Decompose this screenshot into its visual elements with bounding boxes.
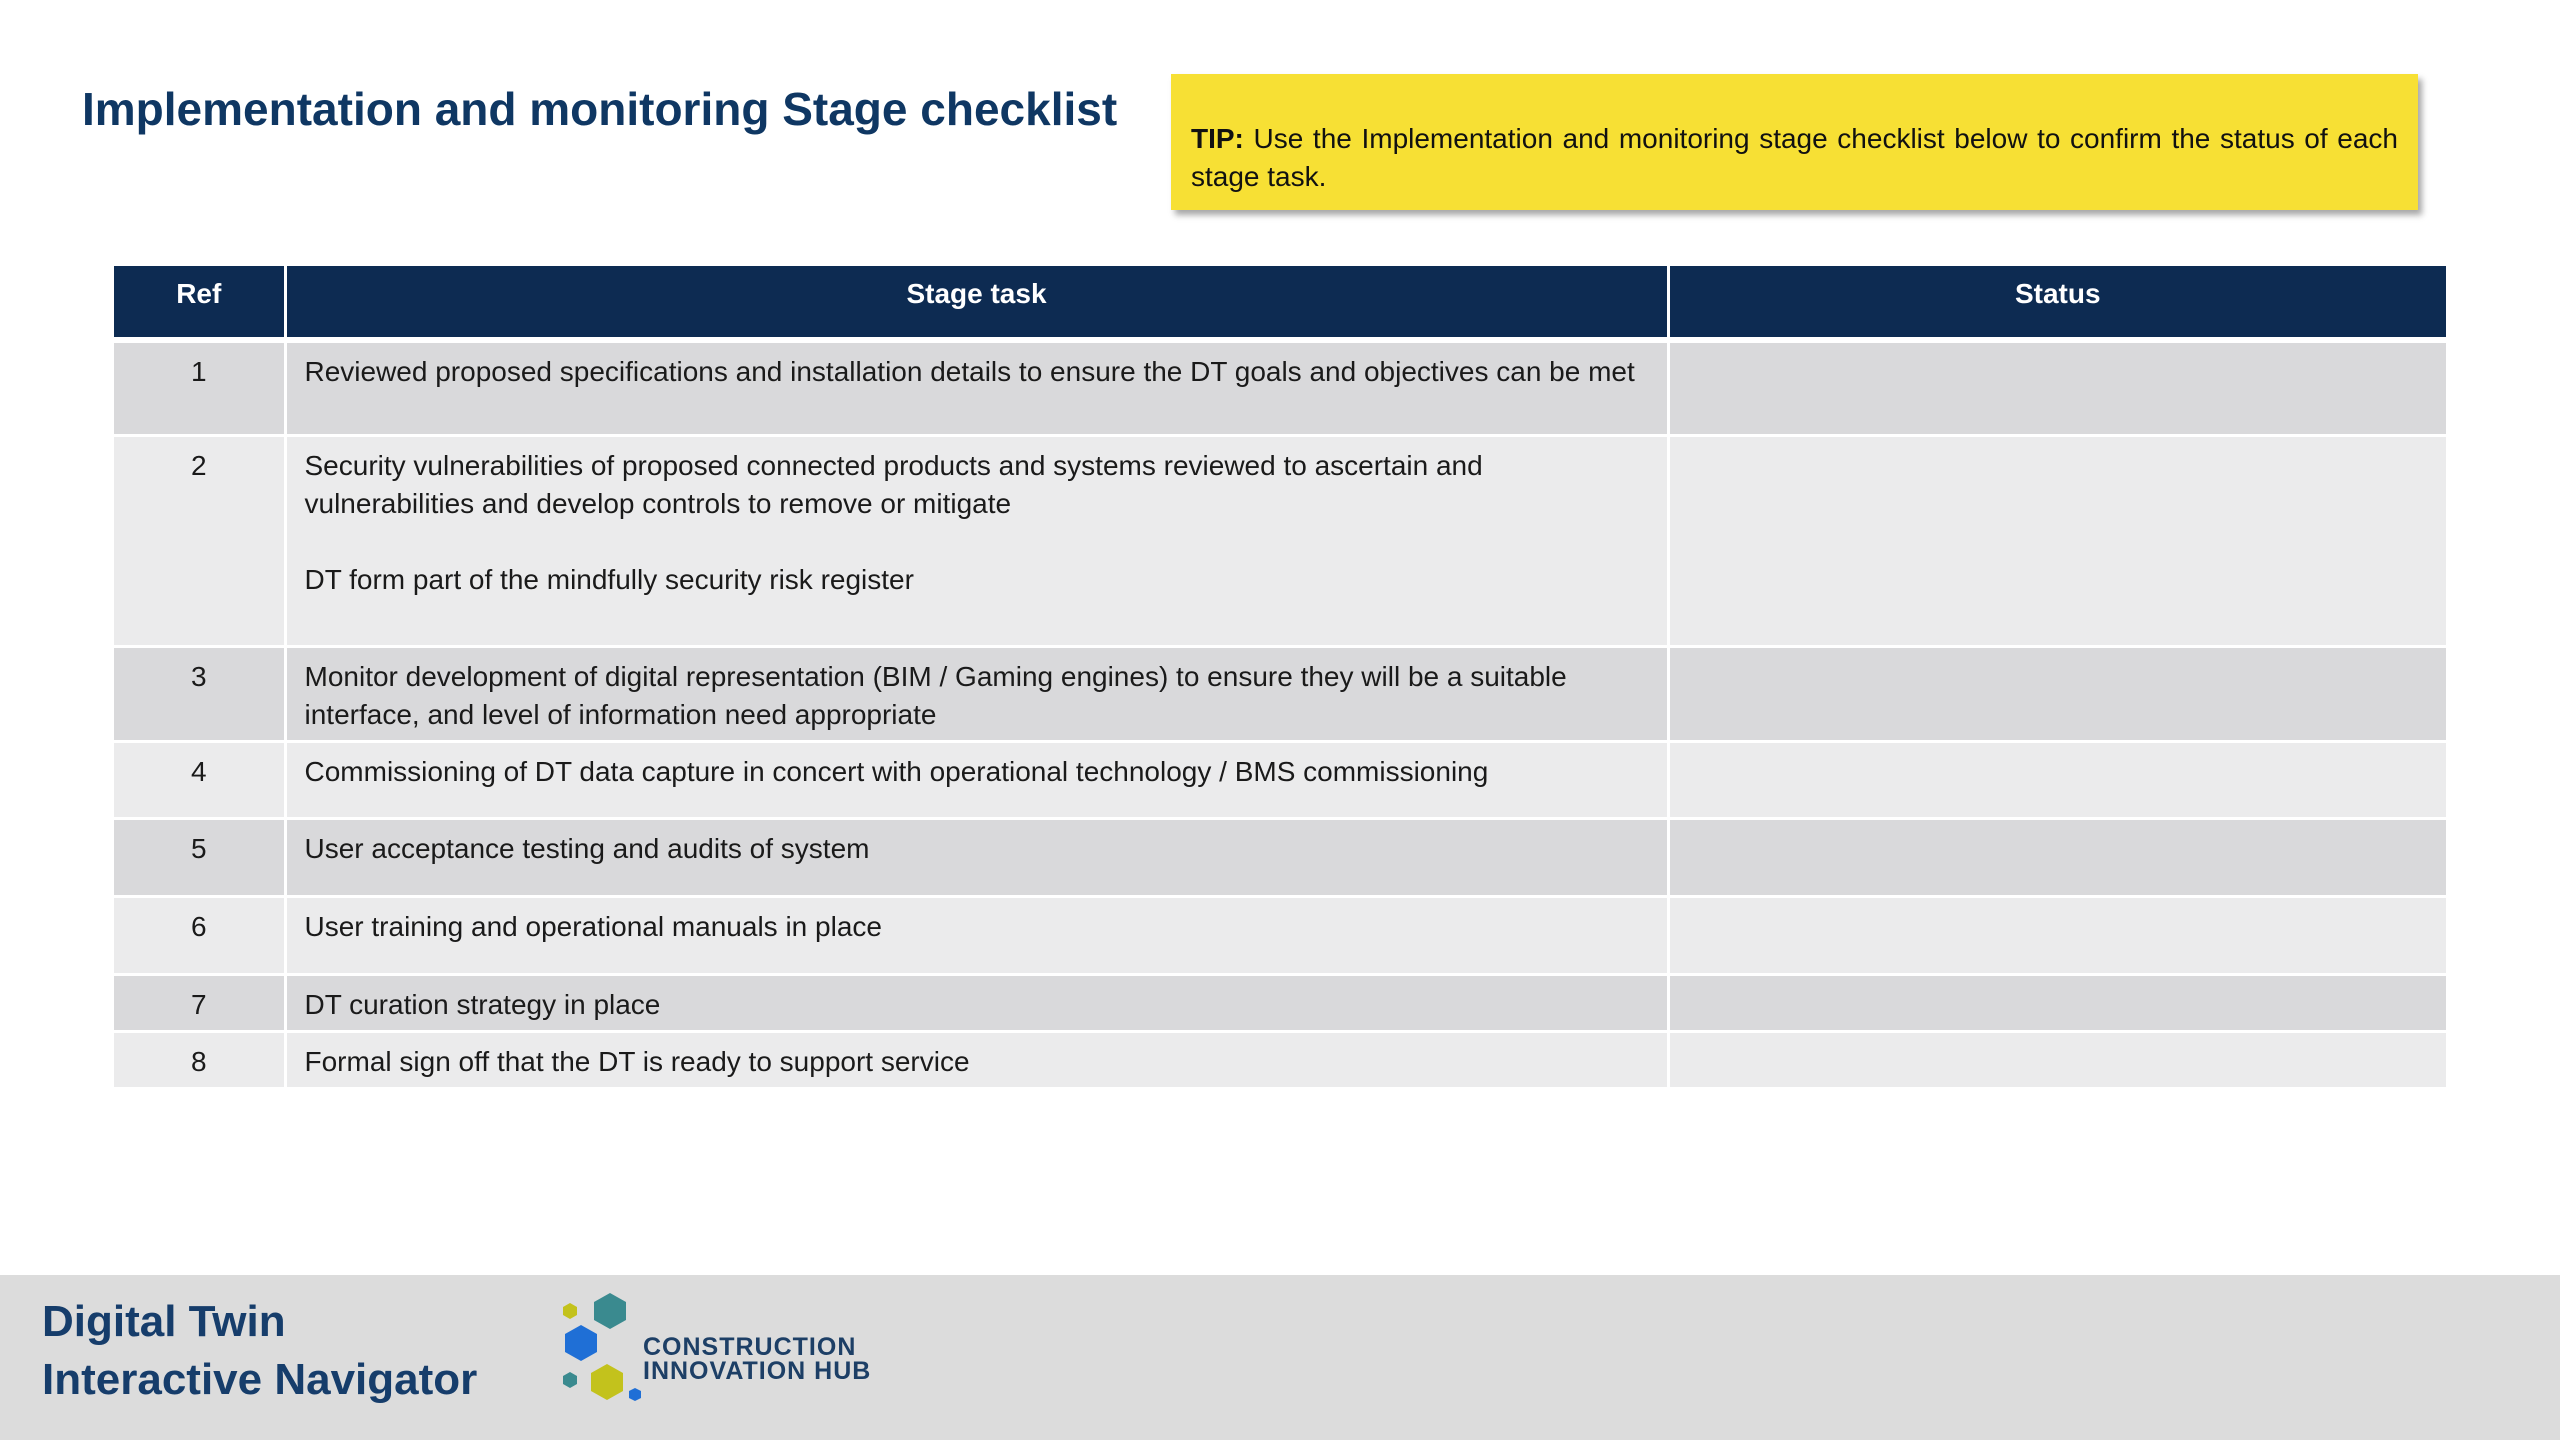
status-cell[interactable] bbox=[1668, 1031, 2446, 1088]
logo-text bbox=[643, 1335, 871, 1383]
header-ref: Ref bbox=[114, 266, 285, 340]
ref-cell: 4 bbox=[114, 741, 285, 818]
table-row bbox=[114, 896, 2446, 974]
table-header-row bbox=[114, 266, 2446, 340]
ref-cell: 3 bbox=[114, 646, 285, 741]
table-row bbox=[114, 435, 2446, 646]
status-cell[interactable] bbox=[1668, 646, 2446, 741]
table-row bbox=[114, 340, 2446, 435]
ref-cell: 2 bbox=[114, 435, 285, 646]
task-text: User training and operational manuals in place bbox=[304, 910, 882, 942]
task-text: DT form part of the mindfully security risk register bbox=[304, 563, 914, 595]
task-text: Commissioning of DT data capture in concert with operational technology / BMS commissioning bbox=[304, 755, 1489, 787]
logo-text-line-2: INNOVATION HUB bbox=[643, 1357, 872, 1385]
table-row bbox=[114, 646, 2446, 741]
task-text: Reviewed proposed specifications and installation details to ensure the DT goals and objectives can be met bbox=[304, 356, 1635, 387]
ref-cell: 5 bbox=[114, 818, 285, 896]
footer-bar bbox=[0, 1275, 2560, 1440]
footer-title-line-1: Digital Twin bbox=[42, 1297, 286, 1346]
task-cell bbox=[285, 340, 1668, 435]
ref-cell: 7 bbox=[114, 974, 285, 1031]
task-cell bbox=[285, 974, 1668, 1031]
footer-title bbox=[42, 1293, 477, 1409]
task-text: Formal sign off that the DT is ready to support service bbox=[304, 1045, 970, 1077]
task-cell bbox=[285, 646, 1668, 741]
footer-title-line-2: Interactive Navigator bbox=[42, 1355, 478, 1404]
status-cell[interactable] bbox=[1668, 741, 2446, 818]
ref-cell: 6 bbox=[114, 896, 285, 974]
table-row bbox=[114, 741, 2446, 818]
task-text: Monitor development of digital representation (BIM / Gaming engines) to ensure they will be a suitable interface, and level of information need appropriate bbox=[304, 660, 1567, 730]
table-row bbox=[114, 818, 2446, 896]
table-row bbox=[114, 974, 2446, 1031]
task-text: Security vulnerabilities of proposed connected products and systems reviewed to ascertain and vulnerabilities and develop controls to remove or mitigate bbox=[304, 449, 1483, 519]
ref-cell: 8 bbox=[114, 1031, 285, 1088]
status-cell[interactable] bbox=[1668, 340, 2446, 435]
ref-cell: 1 bbox=[114, 340, 285, 435]
status-cell[interactable] bbox=[1668, 818, 2446, 896]
task-cell bbox=[285, 896, 1668, 974]
tip-box bbox=[1171, 74, 2418, 210]
status-cell[interactable] bbox=[1668, 896, 2446, 974]
header-status: Status bbox=[1668, 266, 2446, 340]
table-row bbox=[114, 1031, 2446, 1088]
header-stage-task: Stage task bbox=[285, 266, 1668, 340]
page-title: Implementation and monitoring Stage checklist bbox=[82, 83, 1118, 135]
status-cell[interactable] bbox=[1668, 435, 2446, 646]
status-cell[interactable] bbox=[1668, 974, 2446, 1031]
task-text: User acceptance testing and audits of system bbox=[304, 832, 870, 864]
tip-label: TIP: bbox=[1191, 123, 1244, 154]
task-cell bbox=[285, 435, 1668, 646]
logo-text-line-1: CONSTRUCTION bbox=[643, 1333, 857, 1361]
task-cell bbox=[285, 818, 1668, 896]
checklist-table bbox=[114, 266, 2446, 1090]
task-cell bbox=[285, 1031, 1668, 1088]
tip-text: Use the Implementation and monitoring stage checklist below to confirm the status of each stage task. bbox=[1191, 123, 2398, 192]
task-cell bbox=[285, 741, 1668, 818]
task-text: DT curation strategy in place bbox=[304, 988, 661, 1020]
